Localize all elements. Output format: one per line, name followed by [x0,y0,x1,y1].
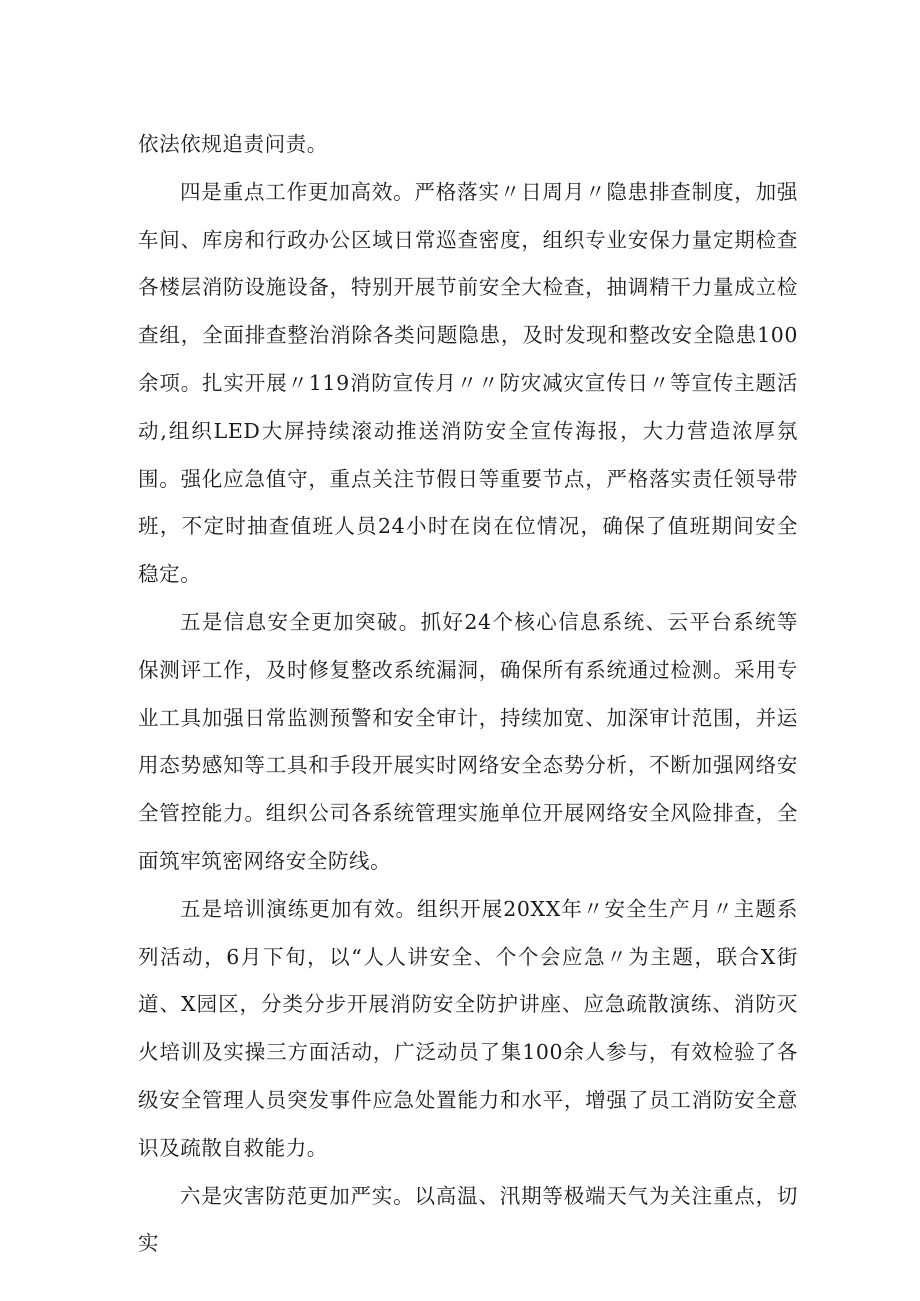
paragraph-training-drills: 五是培训演练更加有效。组织开展20XX年〃安全生产月〃主题系列活动，6月下旬，以“人人讲安全、个个会应急〃为主题，联合X街道、X园区，分类分步开展消防安全防护讲座、应急疏散演练、消防灭火培训及实操三方面活动，广泛动员了集100余人参与，有效检验了各级安全管理人员突发事件应急处置能力和水平，增强了员工消防安全意识及疏散自救能力。 [138,896,798,1160]
paragraph-accountability: 依法依规追责问责。 [138,132,328,156]
document-body [138,121,798,1268]
paragraph-key-work: 四是重点工作更加高效。严格落实〃日周月〃隐患排查制度，加强车间、库房和行政办公区域日常巡查密度，组织专业安保力量定期检查各楼层消防设施设备，特别开展节前安全大检查，抽调精干力量成立检查组，全面排查整治消除各类问题隐患，及时发现和整改安全隐患100余项。扎实开展〃119消防宣传月〃〃防灾减灾宣传日〃等宣传主题活动,组织LED大屏持续滚动推送消防安全宣传海报，大力营造浓厚氛围。强化应急值守，重点关注节假日等重要节点，严格落实责任领导带班，不定时抽查值班人员24小时在岗在位情况，确保了值班期间安全稳定。 [138,179,798,587]
paragraph-disaster-prevention: 六是灾害防范更加严实。以高温、汛期等极端天气为关注重点，切实 [138,1183,798,1256]
paragraph-information-security: 五是信息安全更加突破。抓好24个核心信息系统、云平台系统等保测评工作，及时修复整改系统漏洞，确保所有系统通过检测。采用专业工具加强日常监测预警和安全审计，持续加宽、加深审计范围，并运用态势感知等工具和手段开展实时网络安全态势分析，不断加强网络安全管控能力。组织公司各系统管理实施单位开展网络安全风险排查，全面筑牢筑密网络安全防线。 [138,609,798,873]
